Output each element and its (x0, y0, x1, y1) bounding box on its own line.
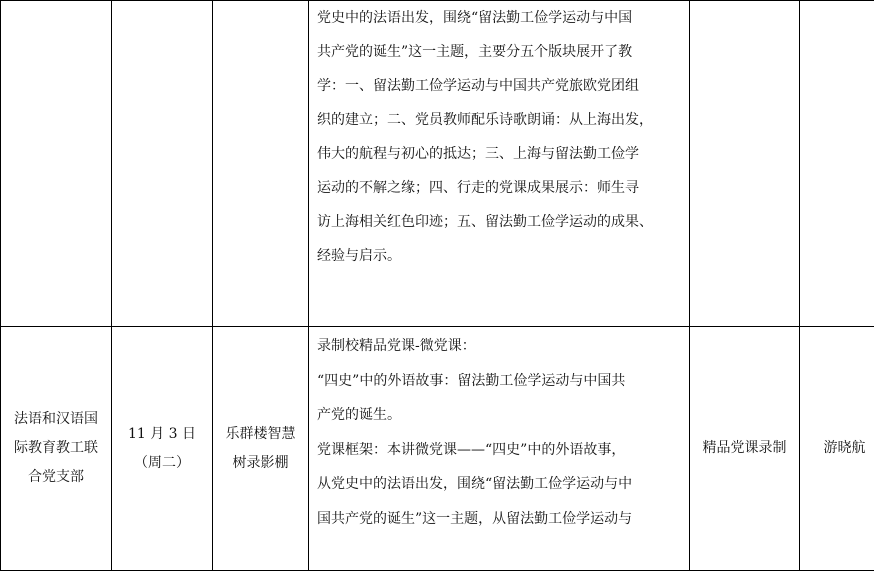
content-line: 国共产党的诞生”这一主题，从留法勤工俭学运动与 (317, 502, 683, 537)
content-line: 产党的诞生。 (317, 398, 683, 433)
content-line: 访上海相关红色印迹；五、留法勤工俭学运动的成果、 (317, 205, 683, 239)
table-row (1, 327, 874, 571)
content-line: 录制校精品党课-微党课： (317, 329, 683, 364)
unit-cell (1, 1, 112, 327)
content-line: 经验与启示。 (317, 239, 683, 273)
person-cell (800, 1, 874, 327)
date-cell (112, 1, 213, 327)
content-line: 织的建立；二、党员教师配乐诗歌朗诵：从上海出发， (317, 103, 683, 137)
date-line: 11 月 3 日 (112, 420, 212, 449)
content-line: 共产党的诞生”这一主题，主要分五个版块展开了教 (317, 35, 683, 69)
location-cell (213, 1, 309, 327)
content-line: 党史中的法语出发，围绕“留法勤工俭学运动与中国 (317, 1, 683, 35)
content-line: “四史”中的外语故事：留法勤工俭学运动与中国共 (317, 364, 683, 399)
location-line: 乐群楼智慧 (213, 420, 308, 449)
content-line: 党课框架：本讲微党课——“四史”中的外语故事， (317, 433, 683, 468)
unit-line: 法语和汉语国 (1, 405, 111, 434)
person-cell: 游晓航 (800, 327, 874, 571)
location-line: 树录影棚 (213, 449, 308, 478)
form-cell (690, 1, 800, 327)
date-cell (112, 327, 213, 571)
unit-line: 合党支部 (1, 463, 111, 492)
unit-cell (1, 327, 112, 571)
content-line: 从党史中的法语出发，围绕“留法勤工俭学运动与中 (317, 467, 683, 502)
weekday-line: （周二） (112, 449, 212, 478)
unit-line: 际教育教工联 (1, 434, 111, 463)
content-line: 运动的不解之缘；四、行走的党课成果展示：师生寻 (317, 171, 683, 205)
form-cell: 精品党课录制 (690, 327, 800, 571)
location-cell (213, 327, 309, 571)
content-line: 伟大的航程与初心的抵达；三、上海与留法勤工俭学 (317, 137, 683, 171)
content-cell (309, 1, 690, 327)
content-cell (309, 327, 690, 571)
table-row (1, 1, 874, 327)
content-line: 学：一、留法勤工俭学运动与中国共产党旅欧党团组 (317, 69, 683, 103)
